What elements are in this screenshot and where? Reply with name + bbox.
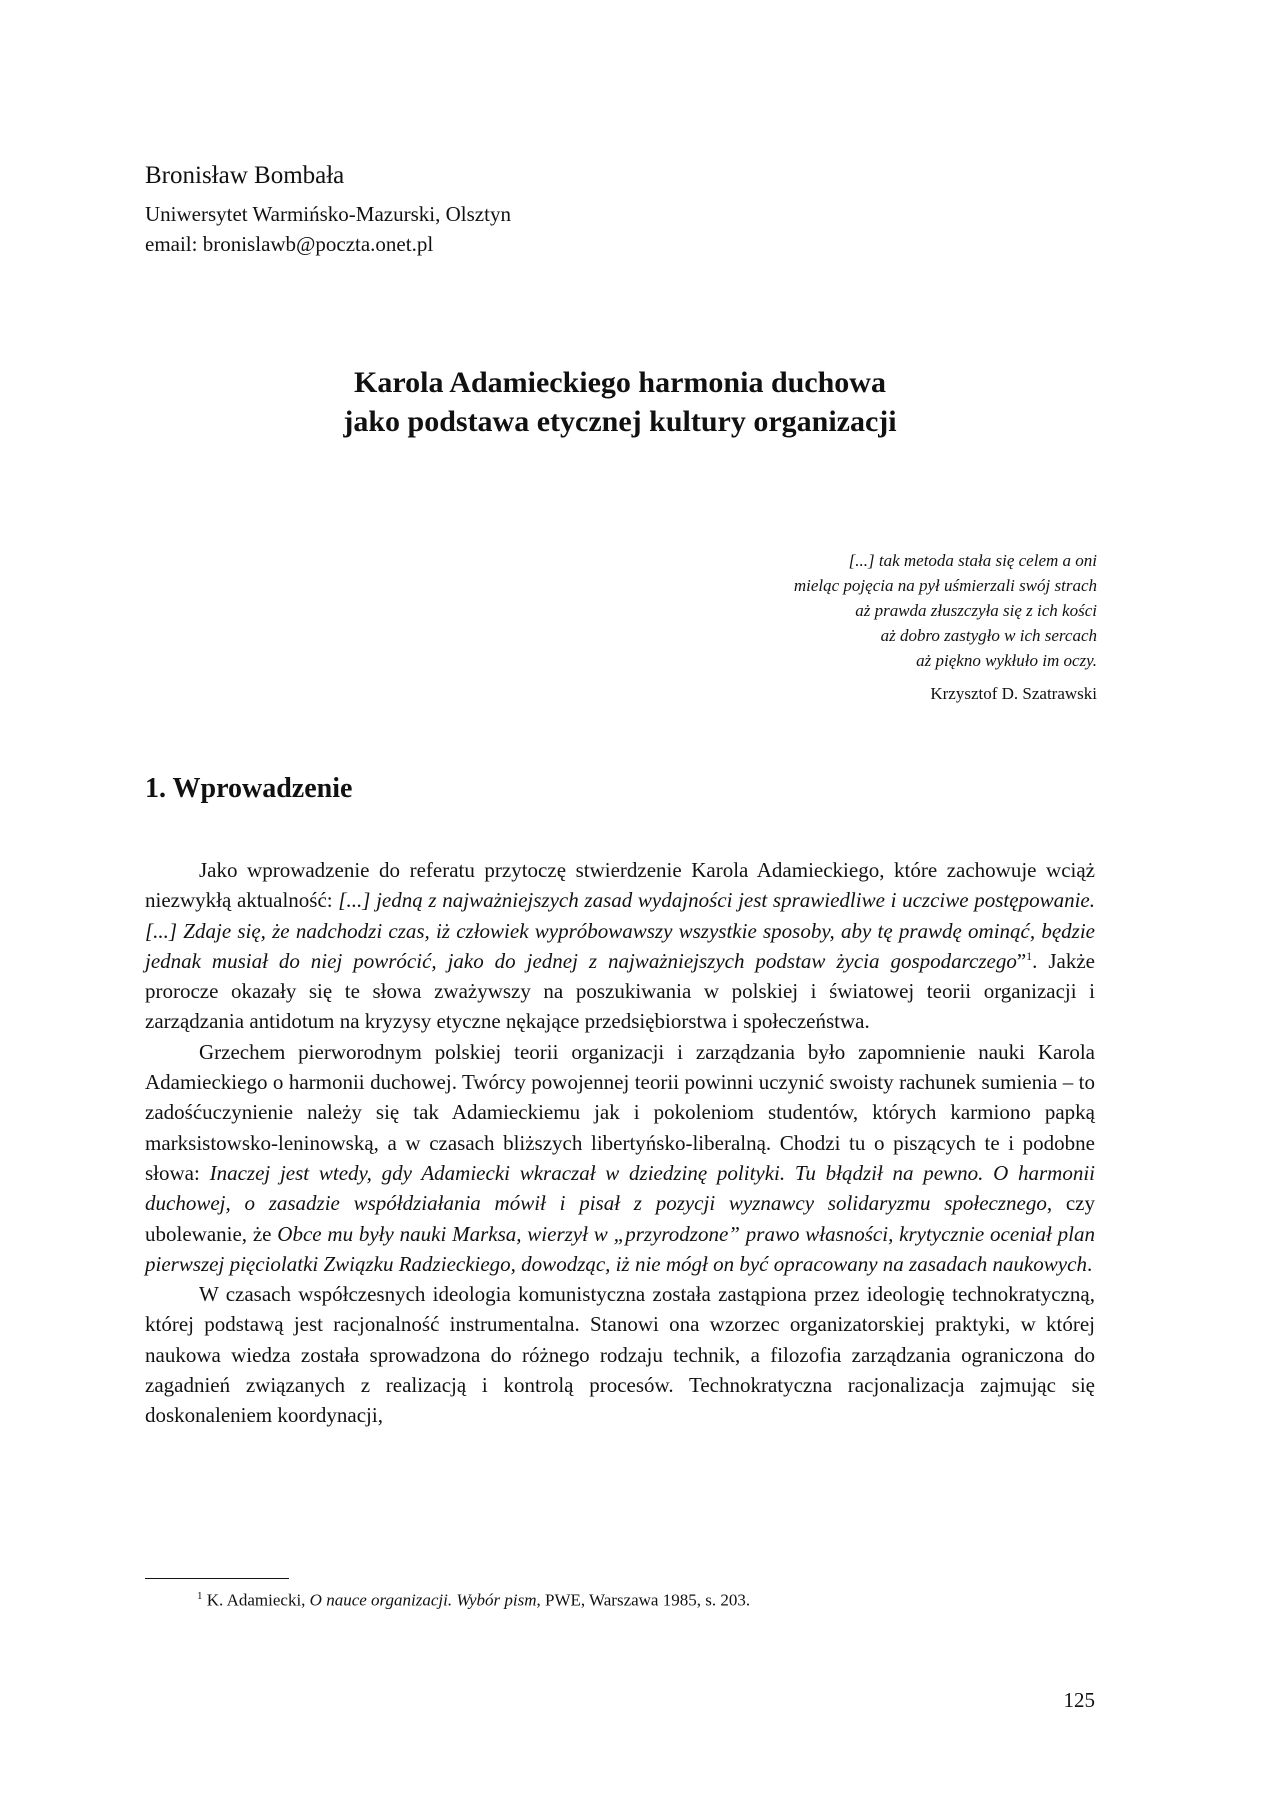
epigraph-line: mieląc pojęcia na pył uśmierzali swój strach bbox=[793, 576, 1097, 595]
epigraph-line: aż prawda złuszczyła się z ich kości bbox=[855, 601, 1097, 620]
epigraph-line: aż dobro zastygło w ich sercach bbox=[880, 626, 1097, 645]
paragraph-text: , czy ubolewanie, że bbox=[145, 1191, 1095, 1246]
author-email: email: bronislawb@poczta.onet.pl bbox=[145, 231, 434, 256]
paragraph-text: . bbox=[1086, 1251, 1093, 1276]
paragraph-3 bbox=[145, 1279, 1095, 1430]
footnote-text: , PWE, Warszawa 1985, s. 203. bbox=[536, 1590, 751, 1610]
footnote-text: K. Adamiecki, bbox=[202, 1590, 310, 1610]
body-text bbox=[145, 855, 1095, 1431]
footnote-book-title: O nauce organizacji. Wybór pism bbox=[309, 1590, 537, 1610]
paragraph-1 bbox=[145, 855, 1095, 1037]
epigraph bbox=[577, 548, 1097, 706]
author-name: Bronisław Bombała bbox=[145, 162, 345, 189]
author-block bbox=[145, 160, 511, 259]
quotation: [...] jedną z najważniejszych zasad wydajności jest sprawiedliwe i uczciwe postępowanie. [...] Zdaje się, że nadchodzi czas, iż człowiek wypróbowawszy wszystkie sposoby, aby tę prawdę ominąć, będzie jednak musiał do niej powrócić, jako do jednej z najważniejszych podstaw życia gospodarczego bbox=[145, 888, 1096, 973]
title-line-2: jako podstawa etycznej kultury organizacji bbox=[343, 405, 897, 438]
paragraph-text: . Jakże prorocze okazały się te słowa zważywszy na poszukiwania w polskiej i światowej teorii organizacji i zarządzania antidotum na kryzysy etyczne nękające przedsiębiorstwa i społeczeństwa. bbox=[145, 948, 1095, 1034]
epigraph-line: aż piękno wykłuło im oczy. bbox=[916, 651, 1097, 670]
footnote-divider bbox=[145, 1578, 289, 1579]
quotation: Inaczej jest wtedy, gdy Adamiecki wkraczał w dziedzinę polityki. Tu błądził na pewno. O harmonii duchowej, o zasadzie współdziałania mówił i pisał z pozycji wyznawcy solidaryzmu społecznego bbox=[145, 1160, 1096, 1216]
author-affiliation: Uniwersytet Warmińsko-Mazurski, Olsztyn bbox=[145, 201, 511, 226]
footnote-number: 1 bbox=[197, 1590, 203, 1602]
epigraph-author: Krzysztof D. Szatrawski bbox=[930, 684, 1097, 703]
title-line-1: Karola Adamieckiego harmonia duchowa bbox=[354, 366, 886, 399]
section-heading: 1. Wprowadzenie bbox=[145, 773, 353, 804]
paragraph-text: W czasach współczesnych ideologia komunistyczna została zastąpiona przez ideologię technokratyczną, której podstawą jest racjonalność instrumentalna. Stanowi ona wzorzec organizatorskiej praktyki, w której naukowa wiedza została sprowadzona do różnego rodzaju technik, a filozofia zarządzania ograniczona do zagadnień związanych z realizacją i kontrolą procesów. Technokratyczna racjonalizacja zajmując się doskonaleniem koordynacji, bbox=[145, 1282, 1095, 1428]
paragraph-text: Grzechem pierworodnym polskiej teorii organizacji i zarządzania było zapomnienie nauki Karola Adamieckiego o harmonii duchowej. Twórcy powojennej teorii powinni uczynić swoisty rachunek sumienia – to zadośćuczynienie należy się tak Adamieckiemu jak i pokoleniom studentów, których karmiono papką marksistowsko-leninowską, a w czasach bliższych libertyńsko-liberalną. Chodzi tu o piszących te i podobne słowa: bbox=[145, 1039, 1095, 1185]
footnote bbox=[197, 1590, 750, 1611]
paper-title bbox=[145, 363, 1095, 441]
closing-quote: ” bbox=[1016, 948, 1027, 973]
quotation: Obce mu były nauki Marksa, wierzył w „przyrodzone” prawo własności, krytycznie oceniał plan pierwszej pięciolatki Związku Radzieckiego, dowodząc, iż nie mógł on być opracowany na zasadach naukowych bbox=[145, 1221, 1095, 1276]
page-number: 125 bbox=[1063, 1688, 1095, 1712]
paragraph-text: Jako wprowadzenie do referatu przytoczę stwierdzenie Karola Adamieckiego, które zachowuje wciąż niezwykłą aktualność: bbox=[145, 858, 1095, 913]
epigraph-line: [...] tak metoda stała się celem a oni bbox=[848, 551, 1097, 570]
footnote-reference: 1 bbox=[1026, 948, 1033, 963]
paragraph-2 bbox=[145, 1037, 1095, 1279]
